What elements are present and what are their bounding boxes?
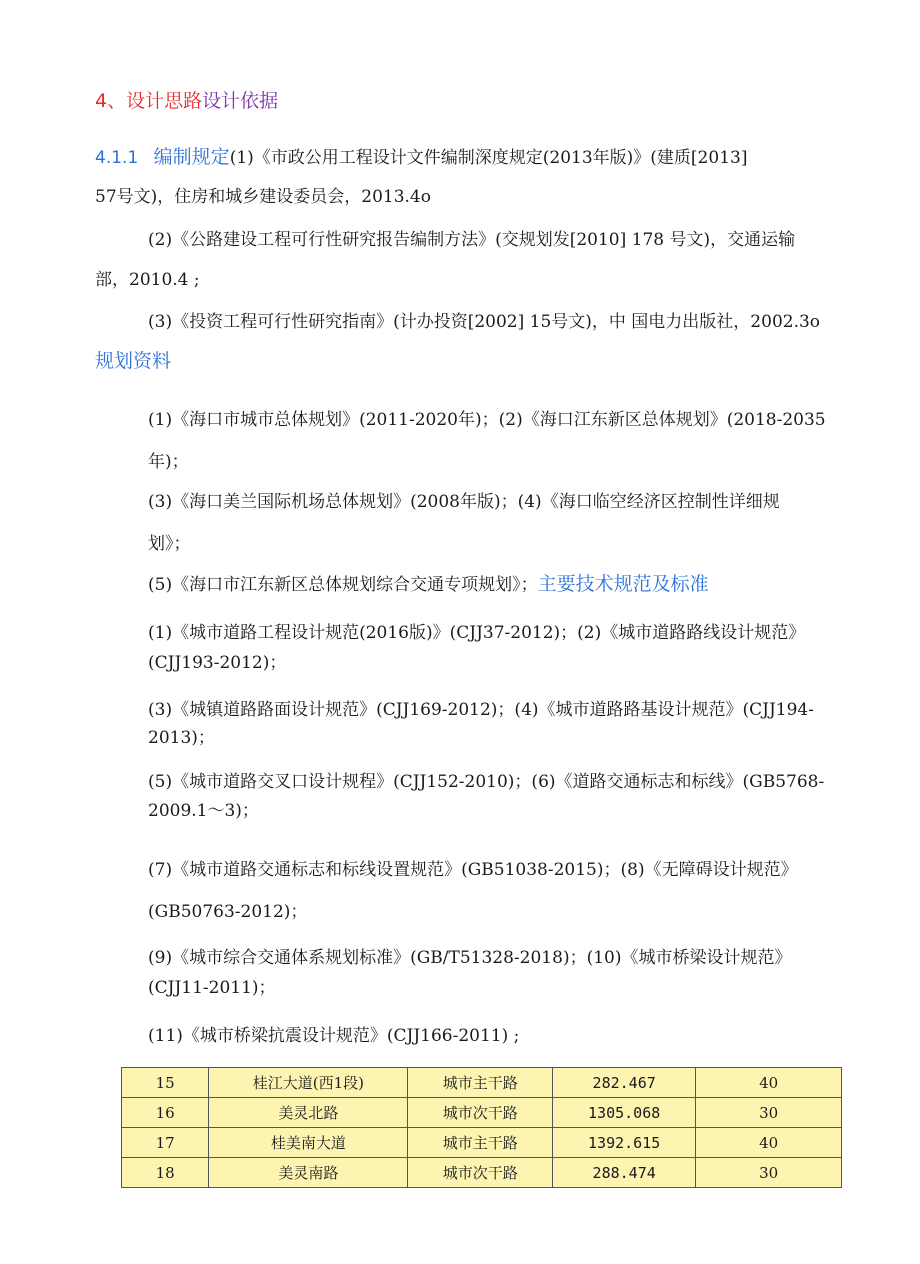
paragraph-line: 部，2010.4 ; bbox=[95, 270, 200, 290]
standard-line: (9)《城市综合交通体系规划标准》(GB/T51328-2018)；(10)《城市桥梁设计规范》 bbox=[148, 948, 792, 968]
plan-heading: 规划资料 bbox=[95, 350, 172, 372]
table-row bbox=[122, 1068, 842, 1098]
section-title-part-2: 设计依据 bbox=[202, 90, 279, 112]
table-cell-road-name: 桂美南大道 bbox=[209, 1128, 408, 1158]
standard-line: (3)《城镇道路路面设计规范》(CJJ169-2012)；(4)《城市道路路基设计规范》(CJJ194- bbox=[148, 700, 814, 720]
standards-heading: 主要技术规范及标准 bbox=[537, 573, 709, 595]
subsection-4-1-1 bbox=[95, 146, 747, 169]
section-number: 4、 bbox=[95, 90, 127, 112]
standard-line: (7)《城市道路交通标志和标线设置规范》(GB51038-2015)；(8)《无障碍设计规范》 bbox=[148, 860, 798, 880]
table-row bbox=[122, 1098, 842, 1128]
standard-line: (11)《城市桥梁抗震设计规范》(CJJ166-2011) ; bbox=[148, 1026, 520, 1046]
table-cell-road-name: 美灵南路 bbox=[209, 1158, 408, 1188]
table-cell-index: 15 bbox=[122, 1068, 209, 1098]
table-row bbox=[122, 1128, 842, 1158]
table-cell-length: 282.467 bbox=[553, 1068, 696, 1098]
table-cell-road-class: 城市主干路 bbox=[408, 1068, 553, 1098]
table-cell-road-class: 城市次干路 bbox=[408, 1158, 553, 1188]
table-cell-speed: 30 bbox=[696, 1158, 842, 1188]
paragraph-text: (1)《市政公用工程设计文件编制深度规定(2013年版)》(建质[2013] bbox=[229, 148, 748, 168]
paragraph-line-with-heading bbox=[148, 573, 709, 596]
paragraph-line: (3)《海口美兰国际机场总体规划》(2008年版)；(4)《海口临空经济区控制性详细规 bbox=[148, 492, 780, 512]
paragraph-line: 划》； bbox=[148, 534, 191, 554]
standard-line: (CJJ193-2012)； bbox=[148, 653, 287, 673]
paragraph-line: (2)《公路建设工程可行性研究报告编制方法》(交规划发[2010] 178 号文)，交通运输 bbox=[148, 230, 796, 250]
paragraph-line: 年)； bbox=[148, 452, 189, 472]
standard-line: (1)《城市道路工程设计规范(2016版)》(CJJ37-2012)；(2)《城市道路路线设计规范》 bbox=[148, 623, 806, 643]
paragraph-line: (3)《投资工程可行性研究指南》(计办投资[2002] 15号文)，中 国电力出版社，2002.3o bbox=[148, 312, 821, 332]
subsection-title: 编制规定 bbox=[153, 146, 230, 168]
standard-line: 2013)； bbox=[148, 728, 215, 748]
table-cell-road-name: 桂江大道(西1段) bbox=[209, 1068, 408, 1098]
paragraph-line: (1)《海口市城市总体规划》(2011-2020年)；(2)《海口江东新区总体规划》(2018-2035 bbox=[148, 410, 826, 430]
standard-line: (GB50763-2012)； bbox=[148, 902, 308, 922]
table-cell-speed: 40 bbox=[696, 1128, 842, 1158]
standard-line: (5)《城市道路交叉口设计规程》(CJJ152-2010)；(6)《道路交通标志和标线》(GB5768- bbox=[148, 772, 825, 792]
table-cell-road-name: 美灵北路 bbox=[209, 1098, 408, 1128]
table-cell-length: 288.474 bbox=[553, 1158, 696, 1188]
road-table bbox=[121, 1067, 842, 1188]
table-cell-length: 1305.068 bbox=[553, 1098, 696, 1128]
table-cell-index: 17 bbox=[122, 1128, 209, 1158]
table-cell-index: 16 bbox=[122, 1098, 209, 1128]
paragraph-line: 57号文)，住房和城乡建设委员会，2013.4o bbox=[95, 187, 431, 207]
table-cell-speed: 40 bbox=[696, 1068, 842, 1098]
paragraph-text: (5)《海口市江东新区总体规划综合交通专项规划》； bbox=[148, 575, 538, 595]
table-row bbox=[122, 1158, 842, 1188]
table-cell-road-class: 城市主干路 bbox=[408, 1128, 553, 1158]
standard-line: 2009.1〜3)； bbox=[148, 801, 259, 821]
table-cell-speed: 30 bbox=[696, 1098, 842, 1128]
section-title-part-1: 设计思路 bbox=[126, 90, 203, 112]
table-cell-road-class: 城市次干路 bbox=[408, 1098, 553, 1128]
section-heading bbox=[95, 90, 278, 113]
subsection-number: 4.1.1 bbox=[95, 148, 139, 168]
table-cell-index: 18 bbox=[122, 1158, 209, 1188]
table-cell-length: 1392.615 bbox=[553, 1128, 696, 1158]
standard-line: (CJJ11-2011)； bbox=[148, 978, 276, 998]
